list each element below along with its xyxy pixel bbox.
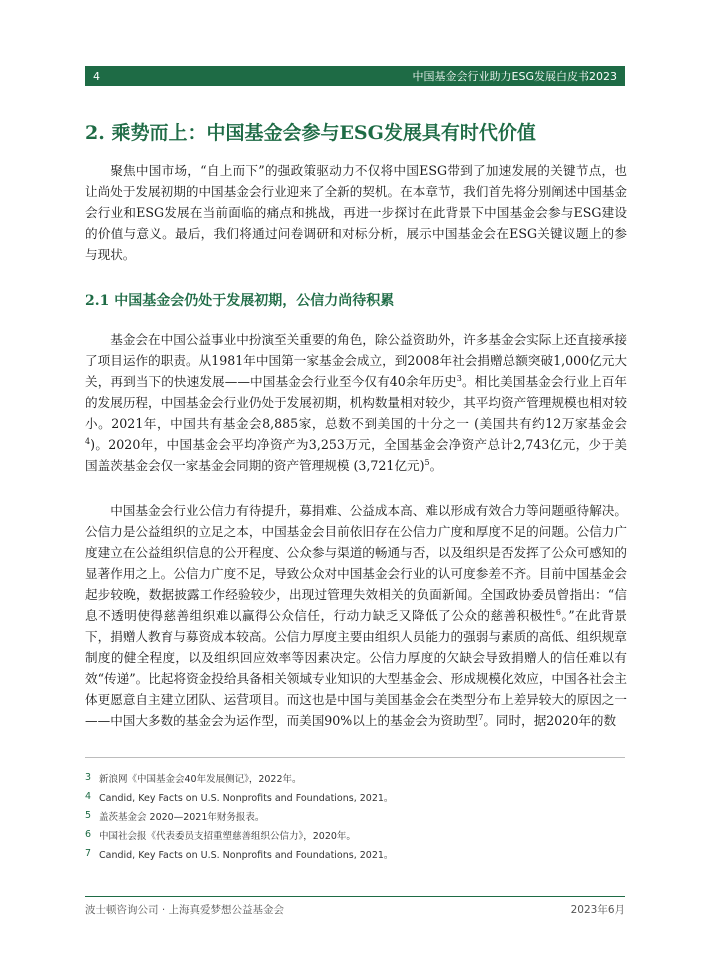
footnote-number: 7 [85, 848, 92, 859]
paragraph-text: 。同时，据2020年的数 [483, 713, 617, 728]
footnote-item [85, 825, 625, 844]
intro-paragraph: 聚焦中国市场，“自上而下”的强政策驱动力不仅将中国ESG带到了加速发展的关键节点，也让尚处于发展初期的中国基金会行业迎来了全新的契机。在本章节，我们首先将分别阐述中国基金会行业和ESG发展在当前面临的痛点和挑战，再进一步探讨在此背景下中国基金会参与ESG建设的价值与意义。最后，我们将通过问卷调研和对标分析，展示中国基金会在ESG关键议题上的参与现状。 [85, 163, 627, 262]
footnote-divider [85, 757, 625, 758]
footnote-number: 6 [85, 829, 92, 840]
paragraph-text: 。 [429, 458, 443, 473]
paragraph-text: 中国基金会行业公信力有待提升，募捐难、公益成本高、难以形成有效合力等问题亟待解决。公信力是公益组织的立足之本，中国基金会目前依旧存在公信力广度和厚度不足的问题。公信力广度建立在公益组织信息的公开程度、公众参与渠道的畅通与否，以及组织是否发挥了公众可感知的显著作用之上。公信力广度不足，导致公众对中国基金会行业的认可度参差不齐。目前中国基金会起步较晚，数据披露工作经验较少，出现过管理失效相关的负面新闻。全国政协委员曾指出：“信息不透明使得慈善组织难以赢得公众信任，行动力缺乏又降低了公众的慈善积极性 [85, 503, 627, 623]
running-header [85, 66, 625, 86]
footnote-text: 盖茨基金会 2020—2021年财务报表。 [99, 811, 265, 823]
footnote-text: Candid, Key Facts on U.S. Nonprofits and Foundations, 2021。 [99, 849, 394, 861]
paragraph-text: )。2020年，中国基金会平均净资产为3,253万元，全国基金会净资产总计2,743亿元，少于美国盖茨基金会仅一家基金会同期的资产管理规模 (3,721亿元) [85, 437, 627, 473]
footer-divider [85, 896, 625, 897]
footnote-item [85, 844, 625, 863]
section-paragraph-2 [85, 500, 627, 731]
page-footer [85, 902, 625, 917]
footnotes [85, 768, 625, 863]
section-title: 2.1 中国基金会仍处于发展初期，公信力尚待积累 [85, 293, 395, 309]
footnote-number: 5 [85, 810, 92, 821]
footnote-number: 4 [85, 791, 92, 802]
footer-publishers: 波士顿咨询公司 · 上海真爱梦想公益基金会 [85, 904, 285, 916]
paragraph-text: 基金会在中国公益事业中扮演至关重要的角色，除公益资助外，许多基金会实际上还直接承接了项目运作的职责。从1981年中国第一家基金会成立，到2008年社会捐赠总额突破1,000亿元大关，再到当下的快速发展——中国基金会行业至今仅有40余年历史 [85, 332, 627, 389]
footnote-ref: 4 [85, 436, 91, 446]
section-paragraph-1 [85, 329, 627, 476]
footnote-ref: 3 [456, 373, 462, 383]
footnote-item [85, 806, 625, 825]
footnote-text: 新浪网《中国基金会40年发展侧记》，2022年。 [99, 773, 302, 785]
chapter-title: 2. 乘势而上：中国基金会参与ESG发展具有时代价值 [85, 122, 536, 144]
footer-date: 2023年6月 [570, 904, 625, 916]
footnote-number: 3 [85, 772, 92, 783]
footnote-item [85, 787, 625, 806]
footnote-ref: 7 [478, 712, 484, 722]
footnote-text: Candid, Key Facts on U.S. Nonprofits and Foundations, 2021。 [99, 792, 394, 804]
running-title: 中国基金会行业助力ESG发展白皮书2023 [412, 70, 617, 83]
paragraph-text: 。”在此背景下，捐赠人教育与募资成本较高。公信力厚度主要由组织人员能力的强弱与素质的高低、组织规章制度的健全程度，以及组织回应效率等因素决定。公信力厚度的欠缺会导致捐赠人的信任难以有效“传递”。比起将资金投给具备相关领域专业知识的大型基金会、形成规模化效应，中国各社会主体更愿意自主建立团队、运营项目。而这也是中国与美国基金会在类型分布上差异较大的原因之一——中国大多数的基金会为运作型，而美国90%以上的基金会为资助型 [85, 608, 628, 728]
footnote-text: 中国社会报《代表委员支招重塑慈善组织公信力》，2020年。 [99, 830, 356, 842]
paragraph-text: 。相比美国基金会行业上百年的发展历程，中国基金会行业仍处于发展初期，机构数量相对较少，其平均资产管理规模也相对较小。2021年，中国共有基金会8,885家，总数不到美国的十分之一 (美国共有约12万家基金会 [85, 374, 627, 431]
footnote-ref: 6 [555, 607, 561, 617]
footnote-ref: 5 [424, 457, 430, 467]
footnote-item [85, 768, 625, 787]
page-number: 4 [93, 69, 100, 83]
